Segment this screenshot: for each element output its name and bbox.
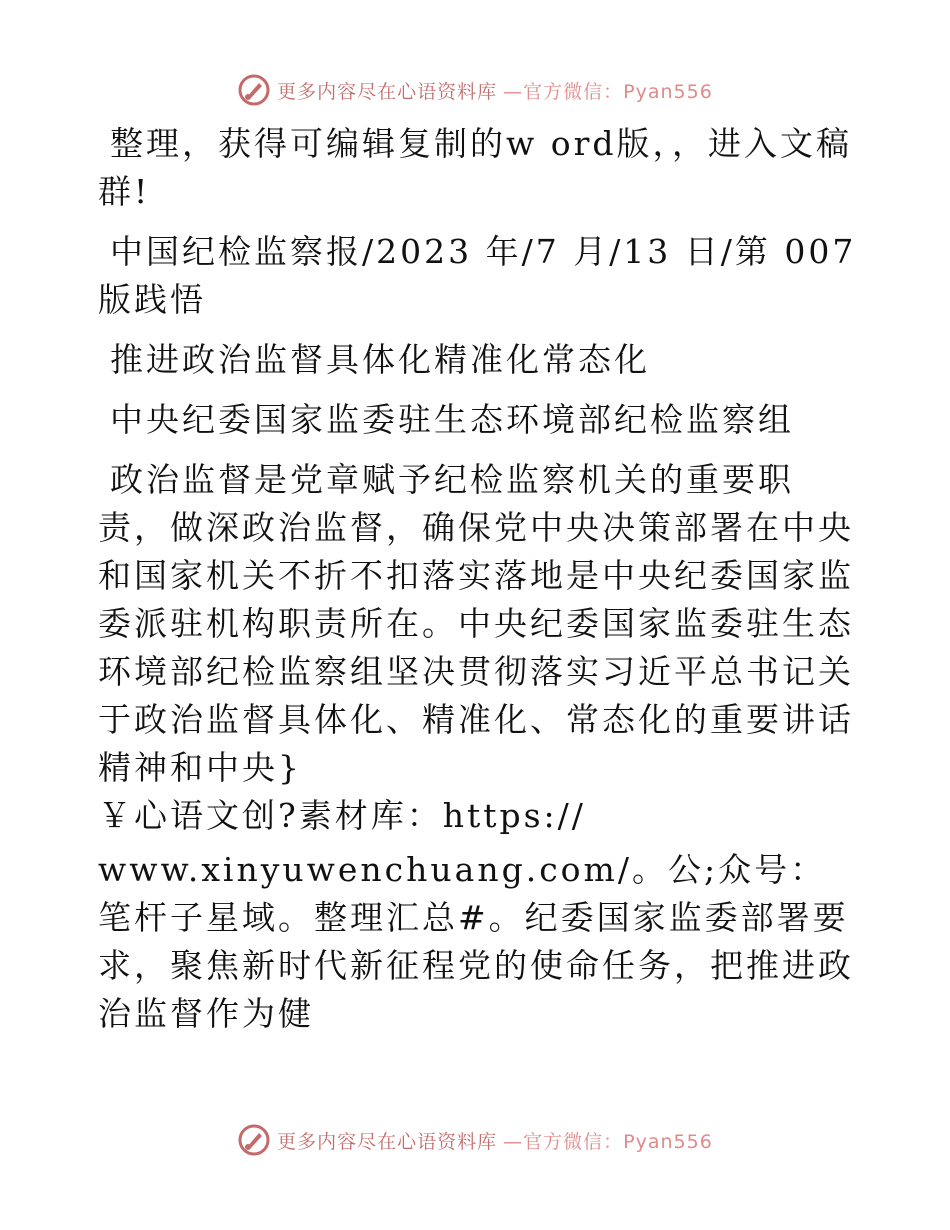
watermark-tail-text: —官方微信：Pyan556 <box>503 80 713 103</box>
paragraph-resource-link: ￥心语文创?素材库：https:// <box>98 796 586 835</box>
watermark-main-text: 更多内容尽在心语资料库 <box>277 80 498 103</box>
document-body <box>98 120 858 1050</box>
paragraph-body: 政治监督是党章赋予纪检监察机关的重要职责，做深政治监督，确保党中央决策部署在中央和国家机关不折不扣落实落地是中央纪委国家监委派驻机构职责所在。中央纪委国家监委驻生态环境部纪检监察组坚决贯彻落实习近平总书记关于政治监督具体化、精准化、常态化的重要讲话精神和中央} <box>98 460 854 787</box>
watermark-footer <box>0 1120 950 1160</box>
watermark-tail-text: —官方微信：Pyan556 <box>503 1130 713 1153</box>
paragraph-intro: 整理，获得可编辑复制的w ord版，，进入文稿群! <box>98 124 853 211</box>
brush-logo-icon <box>237 1123 271 1157</box>
watermark-header <box>0 70 950 110</box>
article-author: 中央纪委国家监委驻生态环境部纪检监察组 <box>110 400 794 439</box>
paragraph-source: 中国纪检监察报/2023 年/7 月/13 日/第 007 版践悟 <box>98 232 857 319</box>
brush-logo-icon <box>237 73 271 107</box>
watermark-main-text: 更多内容尽在心语资料库 <box>277 1130 498 1153</box>
article-title: 推进政治监督具体化精准化常态化 <box>110 340 650 379</box>
paragraph-continuation: www.xinyuwenchuang.com/。公;众号：笔杆子星域。整理汇总#。纪委国家监委部署要求，聚焦新时代新征程党的使命任务，把推进政治监督作为健 <box>98 850 854 1033</box>
